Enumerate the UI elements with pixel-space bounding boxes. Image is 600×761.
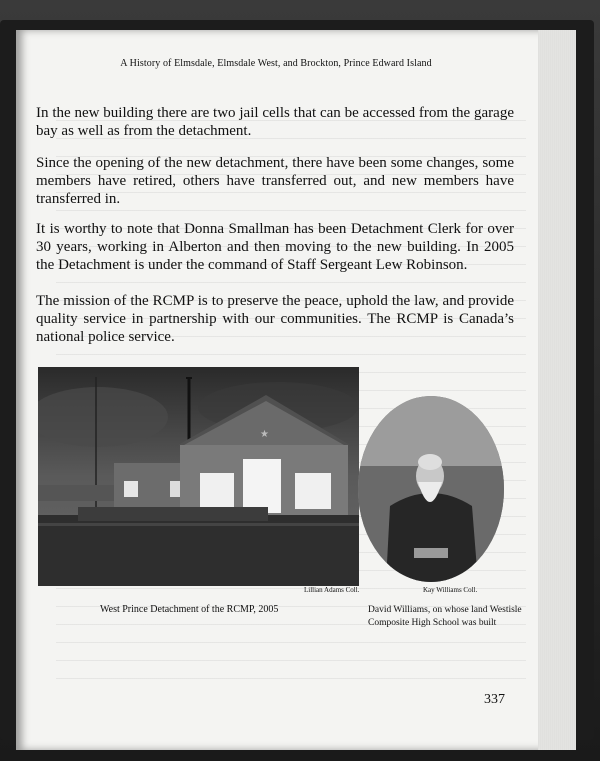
svg-text:★: ★ [260,429,269,440]
paragraph-mission: The mission of the RCMP is to preserve the peace, uphold the law, and provide quality service in partnership with our communities. The RCMP is Canada’s national police service. [36,293,514,345]
detachment-photo [38,367,359,586]
detachment-photo-credit: Lillian Adams Coll. [304,586,360,594]
portrait-photo-credit: Kay Williams Coll. [423,586,478,594]
page-edges [538,30,576,750]
book-page [16,30,576,750]
page-number: 337 [484,692,505,707]
detachment-photo-caption: West Prince Detachment of the RCMP, 2005 [100,604,279,615]
running-head: A History of Elmsdale, Elmsdale West, and Brockton, Prince Edward Island [120,58,432,69]
paragraph-donna-smallman: It is worthy to note that Donna Smallman has been Detachment Clerk for over 30 years, working in Alberton and then moving to the new building. In 2005 the Detachment is under the command of Staff Sergeant Lew Robinson. [36,221,514,273]
paragraph-jail-cells: In the new building there are two jail cells that can be accessed from the garage bay as well as from the detachment. [36,105,514,139]
portrait-photo-caption: David Williams, on whose land Westisle Composite High School was built [368,605,522,628]
paragraph-changes: Since the opening of the new detachment, there have been some changes, some members have retired, others have transferred out, and new members have transferred in. [36,155,514,207]
portrait-photo [358,396,504,582]
